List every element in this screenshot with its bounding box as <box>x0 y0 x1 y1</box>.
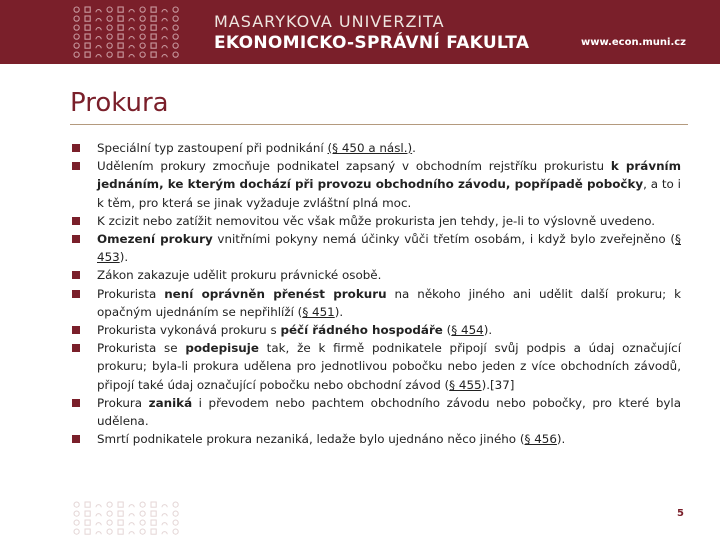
bullet-text: Smrtí podnikatele prokura nezaniká, ledaže bylo ujednáno něco jiného ( <box>97 432 525 447</box>
bullet-text: Speciální typ zastoupení při podnikání <box>97 141 328 155</box>
faculty-name: EKONOMICKO-SPRÁVNÍ FAKULTA <box>214 33 530 53</box>
law-reference-link[interactable]: § 454 <box>451 323 484 338</box>
bullet-item <box>70 285 681 321</box>
bullet-emphasis: podepisuje <box>185 341 259 356</box>
bullet-item <box>70 430 681 448</box>
bullet-text: tak, že k firmě podnikatele připojí svůj podpis a údaj označující prokuru; byla-li prokura udělena pro jednotlivou pobočku nebo jeden z více obchodních závodů, připojí také údaj označující pobočku nebo obchodní závod ( <box>97 341 682 392</box>
bullet-square-icon <box>72 235 80 243</box>
bullet-text: ( <box>442 323 452 338</box>
header-bar <box>0 0 720 64</box>
bullet-item <box>70 321 681 339</box>
bullet-item <box>70 139 681 157</box>
bullet-item <box>70 394 681 430</box>
bullet-text: ). <box>119 250 129 265</box>
bullet-square-icon <box>72 344 80 352</box>
law-reference-link[interactable]: § 451 <box>302 304 335 319</box>
bullet-square-icon <box>72 271 80 279</box>
bullet-text: ). <box>483 323 493 338</box>
bullet-text: Zákon zakazuje udělit prokuru právnické osobě. <box>97 268 382 283</box>
bullet-list <box>70 139 681 448</box>
logo-pattern-icon <box>70 3 185 59</box>
bullet-emphasis: zaniká <box>148 395 193 410</box>
bullet-text: K zcizit nebo zatížit nemovitou věc však může prokurista jen tehdy, je-li to výslovně uvedeno. <box>97 213 656 228</box>
bullet-text: ).[37] <box>481 377 515 392</box>
bullet-text: ). <box>556 432 566 447</box>
law-reference-link[interactable]: § 456 <box>524 432 557 447</box>
bullet-text: ). <box>334 304 344 319</box>
university-name: MASARYKOVA UNIVERZITA <box>214 12 445 31</box>
bullet-text: na někoho jiného ani udělit další prokuru; k opačným ujednáním se nepřihlíží ( <box>97 286 681 319</box>
bullet-square-icon <box>72 162 80 170</box>
bullet-emphasis: péčí řádného hospodáře <box>280 323 443 338</box>
bullet-square-icon <box>72 435 80 443</box>
bullet-emphasis: Omezení prokury <box>97 232 213 247</box>
bullet-item <box>70 266 681 284</box>
bullet-square-icon <box>72 326 80 334</box>
bullet-text: Prokurista se <box>97 341 186 356</box>
bullet-item <box>70 230 681 266</box>
law-reference-link[interactable]: (§ 450 a násl.) <box>327 141 413 155</box>
bullet-square-icon <box>72 217 80 225</box>
bullet-emphasis: k právním jednáním, ke kterým dochází při provozu obchodního závodu, popřípadě pobočky <box>97 159 681 192</box>
footer-pattern-icon <box>70 498 185 538</box>
page-number: 5 <box>677 508 684 519</box>
bullet-text: , a to i k těm, pro která se jinak vyžaduje zvláštní plná moc. <box>97 177 681 210</box>
law-reference-link[interactable]: § 453 <box>97 232 681 265</box>
bullet-text: vnitřními pokyny nemá účinky vůči třetím osobám, i když bylo zveřejněno ( <box>212 232 676 247</box>
bullet-emphasis: není oprávněn přenést prokuru <box>164 286 387 301</box>
bullet-item <box>70 212 681 230</box>
title-divider <box>70 124 688 125</box>
faculty-url[interactable]: www.econ.muni.cz <box>580 37 686 48</box>
bullet-text: Prokurista <box>97 286 165 301</box>
bullet-item <box>70 339 681 394</box>
bullet-square-icon <box>72 144 80 152</box>
law-reference-link[interactable]: § 455 <box>449 377 482 392</box>
bullet-text: i převodem nebo pachtem obchodního závodu nebo pobočky, pro které byla udělena. <box>97 395 681 429</box>
bullet-square-icon <box>72 399 80 407</box>
bullet-item <box>70 157 681 212</box>
bullet-text: Prokurista vykonává prokuru s <box>97 323 281 338</box>
bullet-text: Udělením prokury zmocňuje podnikatel zapsaný v obchodním rejstříku prokuristu <box>97 159 611 174</box>
slide-title: Prokura <box>70 88 169 118</box>
bullet-text: . <box>412 141 416 155</box>
bullet-square-icon <box>72 290 80 298</box>
bullet-text: Prokura <box>97 395 149 410</box>
